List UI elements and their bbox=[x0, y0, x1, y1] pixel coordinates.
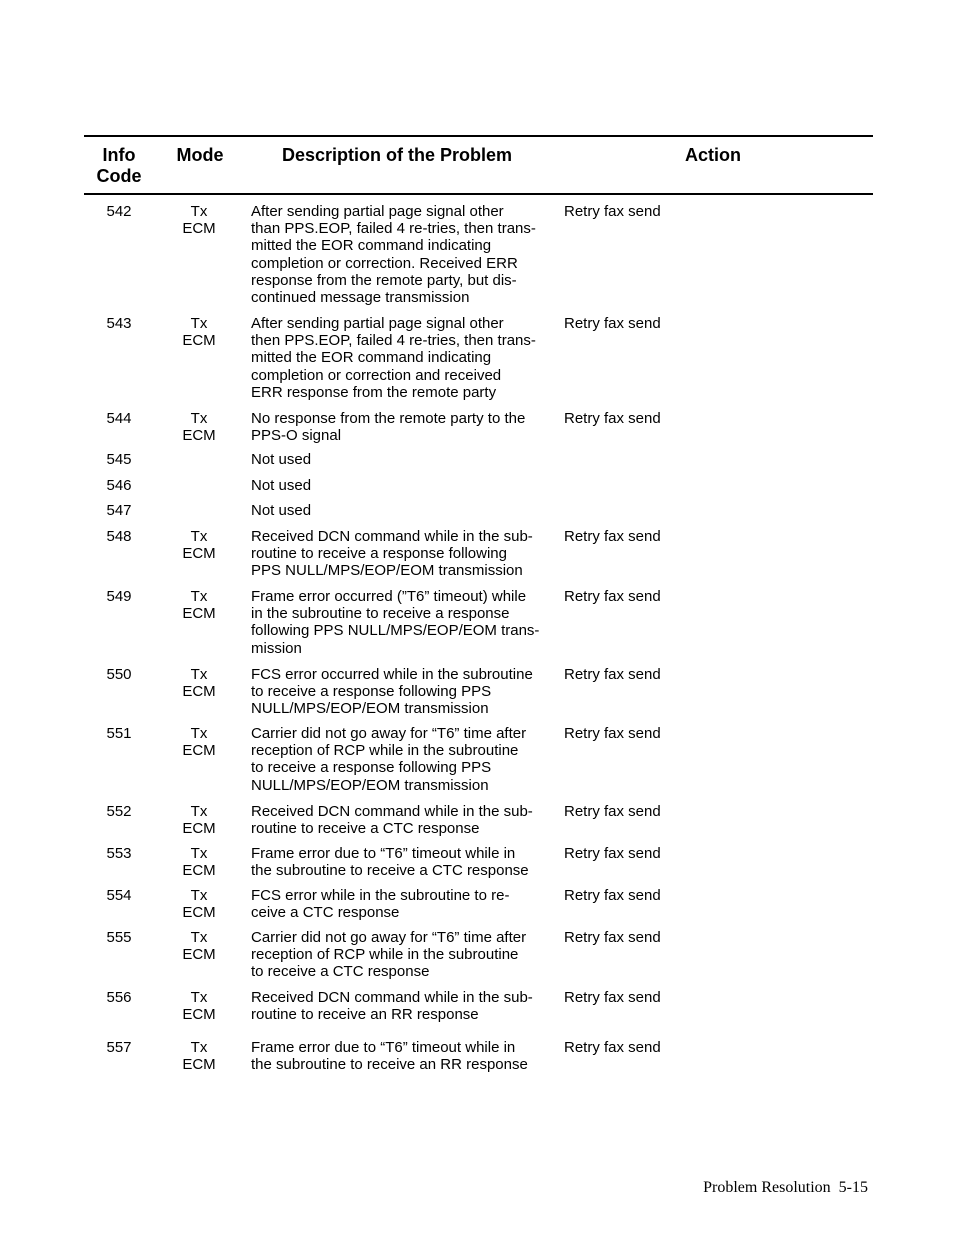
mode: Tx ECM bbox=[182, 1039, 216, 1074]
header-info-code-line1: Info bbox=[102, 145, 136, 165]
mode: Tx ECM bbox=[182, 929, 216, 964]
action: Retry fax send bbox=[564, 588, 661, 605]
description: Frame error due to “T6” timeout while in the subroutine to receive an RR response bbox=[251, 1039, 528, 1074]
info-code: 546 bbox=[106, 477, 132, 494]
mode: Tx ECM bbox=[182, 725, 216, 760]
description: Frame error occurred (”T6” timeout) while in the subroutine to receive a response following PPS NULL/MPS/EOP/EOM trans- mission bbox=[251, 588, 540, 657]
mode: Tx ECM bbox=[182, 989, 216, 1024]
action: Retry fax send bbox=[564, 410, 661, 427]
action: Retry fax send bbox=[564, 1039, 661, 1056]
description: Not used bbox=[251, 477, 312, 494]
action: Retry fax send bbox=[564, 845, 661, 862]
mode: Tx ECM bbox=[182, 410, 216, 445]
description: After sending partial page signal other then PPS.EOP, failed 4 re-tries, then trans- mitted the EOR command indicating completion or correction and received ERR response from the remote party bbox=[251, 315, 536, 401]
mode: Tx ECM bbox=[182, 588, 216, 623]
mode: Tx ECM bbox=[182, 803, 216, 838]
action: Retry fax send bbox=[564, 803, 661, 820]
info-code: 549 bbox=[106, 588, 132, 605]
action: Retry fax send bbox=[564, 666, 661, 683]
info-code: 545 bbox=[106, 451, 132, 468]
action: Retry fax send bbox=[564, 989, 661, 1006]
description: Carrier did not go away for “T6” time after reception of RCP while in the subroutine to receive a CTC response bbox=[251, 929, 527, 981]
description: Not used bbox=[251, 451, 312, 468]
info-code: 550 bbox=[106, 666, 132, 683]
description: Carrier did not go away for “T6” time after reception of RCP while in the subroutine to receive a response following PPS NULL/MPS/EOP/EOM transmission bbox=[251, 725, 527, 794]
info-code: 552 bbox=[106, 803, 132, 820]
table-header-rule bbox=[84, 193, 873, 195]
info-code: 542 bbox=[106, 203, 132, 220]
mode: Tx ECM bbox=[182, 315, 216, 350]
description: FCS error while in the subroutine to re- ceive a CTC response bbox=[251, 887, 510, 922]
info-code: 551 bbox=[106, 725, 132, 742]
info-code: 556 bbox=[106, 989, 132, 1006]
header-info-code-line2: Code bbox=[96, 166, 142, 186]
description: Received DCN command while in the sub- routine to receive an RR response bbox=[251, 989, 533, 1024]
description: Received DCN command while in the sub- routine to receive a CTC response bbox=[251, 803, 533, 838]
info-code: 547 bbox=[106, 502, 132, 519]
description: Frame error due to “T6” timeout while in the subroutine to receive a CTC response bbox=[251, 845, 529, 880]
info-code: 553 bbox=[106, 845, 132, 862]
info-code: 554 bbox=[106, 887, 132, 904]
action: Retry fax send bbox=[564, 725, 661, 742]
header-description: Description of the Problem bbox=[282, 145, 513, 165]
action: Retry fax send bbox=[564, 528, 661, 545]
info-code: 548 bbox=[106, 528, 132, 545]
header-mode: Mode bbox=[176, 145, 224, 165]
action: Retry fax send bbox=[564, 203, 661, 220]
description: Not used bbox=[251, 502, 312, 519]
action: Retry fax send bbox=[564, 929, 661, 946]
header-info-code bbox=[84, 145, 154, 187]
info-code: 555 bbox=[106, 929, 132, 946]
description: After sending partial page signal other than PPS.EOP, failed 4 re-tries, then trans- mitted the EOR command indicating completion or correction. Received ERR response from the remote party, but dis- continued message transmission bbox=[251, 203, 536, 307]
mode: Tx ECM bbox=[182, 666, 216, 701]
mode: Tx ECM bbox=[182, 845, 216, 880]
description: FCS error occurred while in the subroutine to receive a response following PPS NULL/MPS/EOP/EOM transmission bbox=[251, 666, 533, 718]
header-action: Action bbox=[685, 145, 741, 165]
info-code: 543 bbox=[106, 315, 132, 332]
page-footer bbox=[703, 1179, 868, 1197]
mode: Tx ECM bbox=[182, 203, 216, 238]
mode: Tx ECM bbox=[182, 528, 216, 563]
mode: Tx ECM bbox=[182, 887, 216, 922]
table-top-rule bbox=[84, 135, 873, 137]
info-code: 557 bbox=[106, 1039, 132, 1056]
description: Received DCN command while in the sub- routine to receive a response following PPS NULL/MPS/EOP/EOM transmission bbox=[251, 528, 533, 580]
info-code: 544 bbox=[106, 410, 132, 427]
action: Retry fax send bbox=[564, 887, 661, 904]
footer-page-number: 5-15 bbox=[838, 1179, 868, 1196]
footer-section: Problem Resolution bbox=[703, 1179, 831, 1196]
action: Retry fax send bbox=[564, 315, 661, 332]
description: No response from the remote party to the PPS-O signal bbox=[251, 410, 526, 445]
